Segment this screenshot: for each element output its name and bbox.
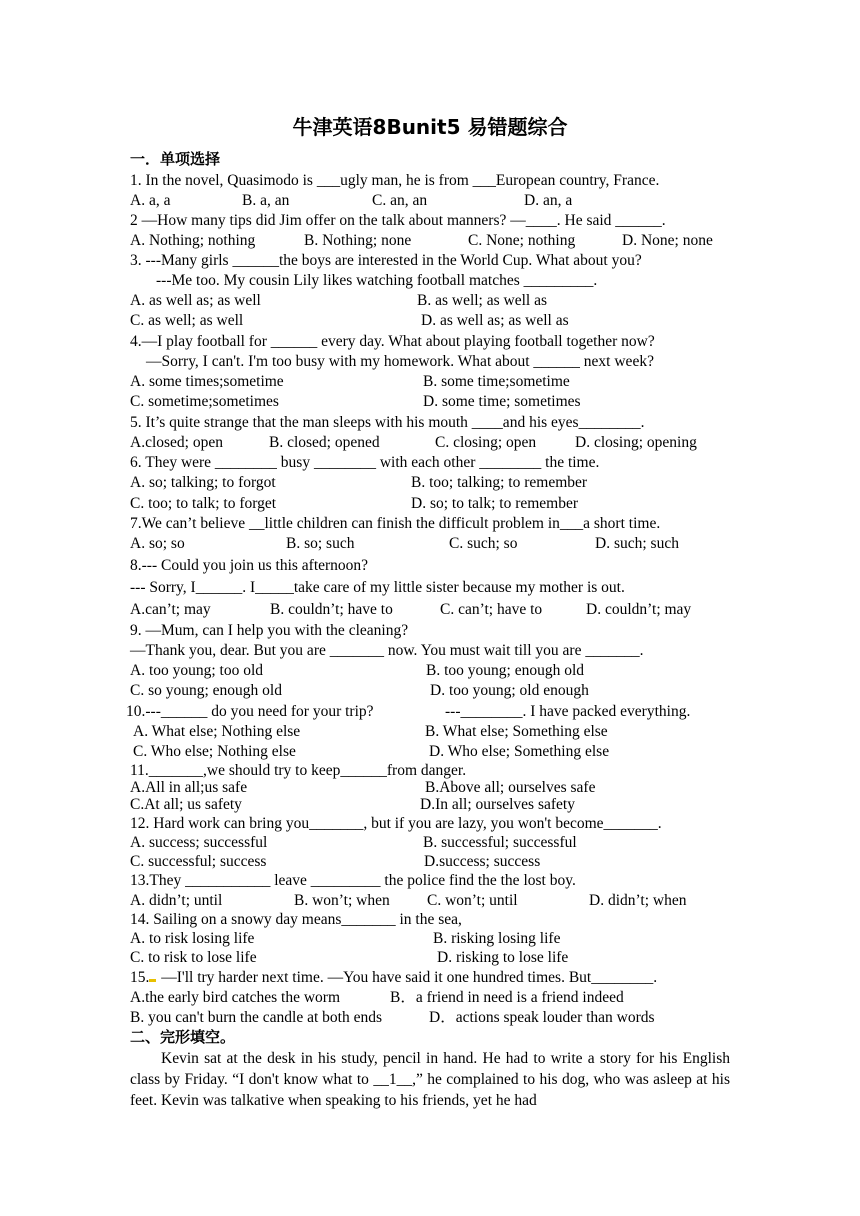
question-8-option-a: A.can’t; may [130, 601, 211, 618]
question-1-option-c: C. an, an [372, 192, 428, 209]
comment-flag-icon [149, 979, 156, 982]
question-4-stem-line-2: —Sorry, I can't. I'm too busy with my homework. What about ______ next week? [146, 353, 654, 370]
question-11-stem: 11._______,we should try to keep______from danger. [130, 762, 467, 779]
question-1-option-b: B. a, an [242, 192, 290, 209]
question-8-stem-line-2: --- Sorry, I______. I_____take care of my little sister because my mother is out. [130, 579, 625, 596]
question-7-option-c: C. such; so [449, 535, 518, 552]
question-14-stem: 14. Sailing on a snowy day means_______ in the sea, [130, 911, 462, 928]
question-2-stem: 2 —How many tips did Jim offer on the talk about manners? —____. He said ______. [130, 212, 666, 229]
question-6-option-a: A. so; talking; to forgot [130, 474, 276, 491]
question-4-option-b: B. some time;sometime [423, 373, 570, 390]
question-14-option-d: D. risking to lose life [437, 949, 569, 966]
document-title: 牛津英语8Bunit5 易错题综合 [292, 115, 568, 139]
question-4-stem-line-1: 4.—I play football for ______ every day. What about playing football together now? [130, 333, 655, 350]
question-9-option-d: D. too young; old enough [430, 682, 589, 699]
question-10-stem-part-2: ---________. I have packed everything. [445, 703, 691, 720]
question-11-option-b: B.Above all; ourselves safe [425, 779, 596, 796]
question-5-option-b: B. closed; opened [269, 434, 380, 451]
question-14-option-b: B. risking losing life [433, 930, 561, 947]
question-9-option-b: B. too young; enough old [426, 662, 585, 679]
question-7-option-d: D. such; such [595, 535, 679, 552]
question-7-option-a: A. so; so [130, 535, 185, 552]
question-6-option-b: B. too; talking; to remember [411, 474, 588, 491]
question-10-option-b: B. What else; Something else [425, 723, 608, 740]
question-12-option-d: D.success; success [424, 853, 541, 870]
question-10-stem-part-1: 10.---______ do you need for your trip? [126, 703, 374, 720]
question-2-option-b: B. Nothing; none [304, 232, 412, 249]
question-9-option-c: C. so young; enough old [130, 682, 282, 699]
question-15-stem [130, 968, 657, 988]
question-9-option-a: A. too young; too old [130, 662, 264, 679]
question-6-option-c: C. too; to talk; to forget [130, 495, 277, 512]
question-5-option-a: A.closed; open [130, 434, 223, 451]
question-2-option-d: D. None; none [622, 232, 713, 249]
question-2-option-c: C. None; nothing [468, 232, 576, 249]
question-8-stem-line-1: 8.--- Could you join us this afternoon? [130, 557, 369, 574]
question-5-stem: 5. It’s quite strange that the man sleeps with his mouth ____and his eyes________. [130, 414, 645, 431]
question-14-option-a: A. to risk losing life [130, 930, 255, 947]
question-11-option-c: C.At all; us safety [130, 796, 242, 813]
question-7-option-b: B. so; such [286, 535, 355, 552]
question-1-option-d: D. an, a [524, 192, 573, 209]
question-11-option-d: D.In all; ourselves safety [420, 796, 575, 813]
question-13-option-a: A. didn’t; until [130, 892, 223, 909]
question-3-option-c: C. as well; as well [130, 312, 244, 329]
question-10-option-d: D. Who else; Something else [429, 743, 610, 760]
question-15-option-d: D．actions speak louder than words [429, 1009, 655, 1026]
question-15-option-c: B. you can't burn the candle at both ends [130, 1009, 383, 1026]
question-4-option-a: A. some times;sometime [130, 373, 284, 390]
question-10-option-a: A. What else; Nothing else [133, 723, 301, 740]
question-3-option-d: D. as well as; as well as [421, 312, 569, 329]
question-12-option-c: C. successful; success [130, 853, 267, 870]
question-6-stem: 6. They were ________ busy ________ with each other ________ the time. [130, 454, 600, 471]
question-12-stem: 12. Hard work can bring you_______, but if you are lazy, you won't become_______. [130, 815, 662, 832]
question-13-option-b: B. won’t; when [294, 892, 390, 909]
question-3-stem-line-2: ---Me too. My cousin Lily likes watching football matches _________. [156, 272, 598, 289]
question-2-option-a: A. Nothing; nothing [130, 232, 256, 249]
question-1-option-a: A. a, a [130, 192, 171, 209]
question-4-option-d: D. some time; sometimes [423, 393, 581, 410]
question-3-option-b: B. as well; as well as [417, 292, 548, 309]
question-8-option-c: C. can’t; have to [440, 601, 543, 618]
question-8-option-b: B. couldn’t; have to [270, 601, 393, 618]
question-15-option-a: A.the early bird catches the worm [130, 989, 341, 1006]
section-heading-single-choice: 一．单项选择 [130, 150, 221, 168]
question-3-option-a: A. as well as; as well [130, 292, 261, 309]
question-10-option-c: C. Who else; Nothing else [133, 743, 296, 760]
question-8-option-d: D. couldn’t; may [586, 601, 692, 618]
question-4-option-c: C. sometime;sometimes [130, 393, 279, 410]
cloze-paragraph: Kevin sat at the desk in his study, pencil in hand. He had to write a story for his English class by Friday. “I don't know what to __1__,” he complained to his dog, who was asleep at his feet. Kevin was talkative when speaking to his friends, yet he had [130, 1050, 730, 1109]
section-heading-cloze: 二、完形填空。 [130, 1028, 236, 1046]
question-9-stem-line-1: 9. —Mum, can I help you with the cleaning? [130, 622, 409, 639]
question-11-option-a: A.All in all;us safe [130, 779, 248, 796]
question-1-stem: 1. In the novel, Quasimodo is ___ugly man, he is from ___European country, France. [130, 172, 660, 189]
question-7-stem: 7.We can’t believe __little children can finish the difficult problem in___a short time. [130, 515, 661, 532]
question-15-number: 15. [130, 969, 150, 986]
question-13-option-d: D. didn’t; when [589, 892, 687, 909]
question-15-option-b: B．a friend in need is a friend indeed [390, 989, 624, 1006]
question-14-option-c: C. to risk to lose life [130, 949, 257, 966]
question-6-option-d: D. so; to talk; to remember [411, 495, 579, 512]
question-5-option-c: C. closing; open [435, 434, 537, 451]
question-13-option-c: C. won’t; until [427, 892, 518, 909]
question-5-option-d: D. closing; opening [575, 434, 697, 451]
question-12-option-a: A. success; successful [130, 834, 268, 851]
question-3-stem-line-1: 3. ---Many girls ______the boys are interested in the World Cup. What about you? [130, 252, 642, 269]
question-15-text: —I'll try harder next time. —You have said it one hundred times. But________. [161, 969, 658, 986]
question-9-stem-line-2: —Thank you, dear. But you are _______ now. You must wait till you are _______. [130, 642, 644, 659]
question-13-stem: 13.They ___________ leave _________ the police find the the lost boy. [130, 872, 576, 889]
question-12-option-b: B. successful; successful [423, 834, 577, 851]
